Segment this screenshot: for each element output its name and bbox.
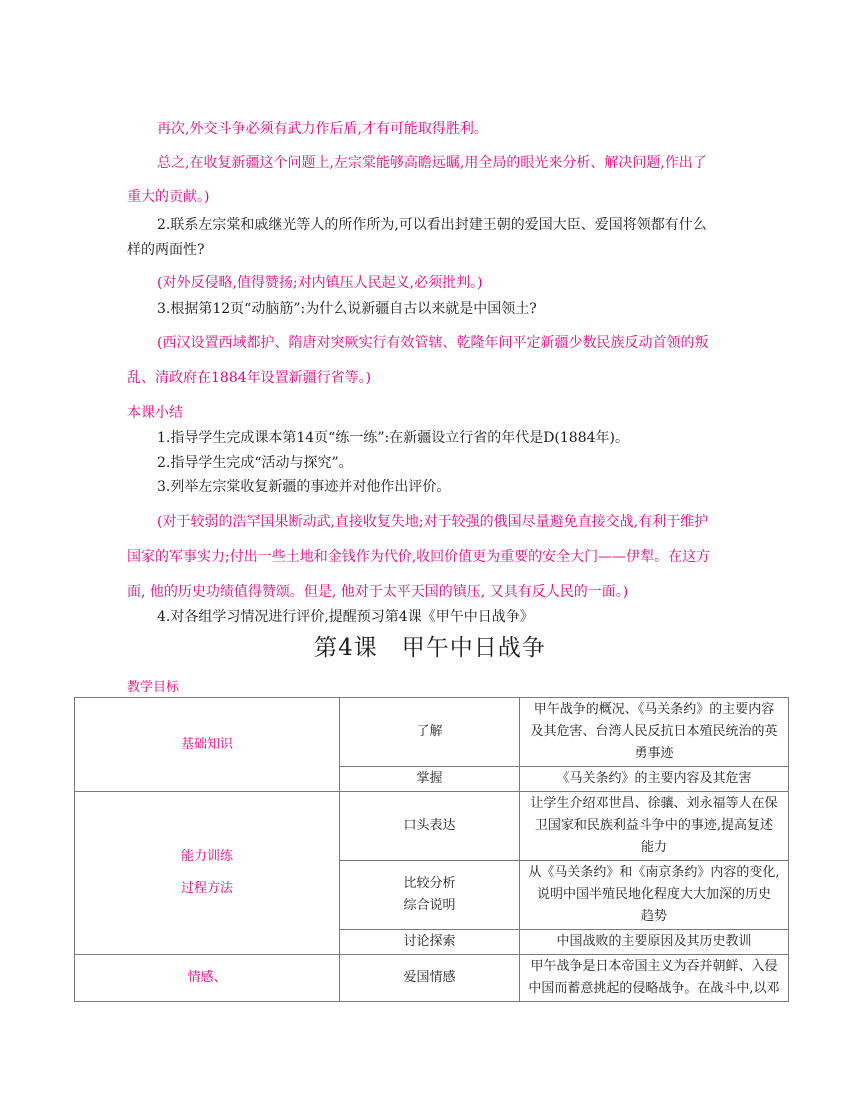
answer-3-cont: 乱、清政府在1884年设置新疆行省等。)	[127, 370, 372, 386]
item-oral-expression: 口头表达	[340, 792, 520, 861]
teaching-goals-table	[74, 697, 789, 1002]
item-compare-analyze: 比较分析 综合说明	[340, 861, 520, 930]
answer-evaluation-cont-2: 面, 他的历史功绩值得赞颂。但是, 他对于太平天国的镇压, 又具有反人民的一面。)	[127, 584, 629, 600]
paragraph-diplomacy-force: 再次,外交斗争必须有武力作后盾,才有可能取得胜利。	[157, 121, 488, 137]
content-oral-expression: 让学生介绍邓世昌、徐骧、刘永福等人在保 卫国家和民族利益斗争中的事迹,提高复述 能力	[520, 792, 789, 861]
question-2: 2.联系左宗棠和戚继光等人的所作所为,可以看出封建王朝的爱国大臣、爱国将领都有什么	[157, 217, 707, 233]
table-heading: 教学目标	[127, 680, 180, 695]
paragraph-summary: 总之,在收复新疆这个问题上,左宗棠能够高瞻远瞩,用全局的眼光来分析、解决问题,作出了	[157, 155, 707, 171]
answer-evaluation: (对于较弱的浩罕国果断动武,直接收复失地;对于较强的俄国尽量避免直接交战,有利于维护	[157, 514, 709, 530]
summary-item-4: 4.对各组学习情况进行评价,提醒预习第4课《甲午中日战争》	[157, 609, 534, 625]
table-row	[75, 698, 789, 767]
table-row	[75, 955, 789, 1002]
content-compare-analyze: 从《马关条约》和《南京条约》内容的变化, 说明中国半殖民地化程度大大加深的历史 趋势	[520, 861, 789, 930]
answer-2: (对外反侵略,值得赞扬;对内镇压人民起义,必须批判。)	[157, 275, 483, 291]
category-emotion: 情感、	[75, 955, 340, 1002]
category-basic-knowledge: 基础知识	[75, 698, 340, 792]
content-master: 《马关条约》的主要内容及其危害	[520, 767, 789, 792]
summary-item-1: 1.指导学生完成课本第14页“练一练”:在新疆设立行省的年代是D(1884年)。	[157, 430, 629, 446]
item-master: 掌握	[340, 767, 520, 792]
content-patriotism: 甲午战争是日本帝国主义为吞并朝鲜、入侵 中国而蓄意挑起的侵略战争。在战斗中,以邓	[520, 955, 789, 1002]
item-understand: 了解	[340, 698, 520, 767]
section-heading-summary: 本课小结	[127, 405, 183, 421]
summary-item-2: 2.指导学生完成“活动与探究”。	[157, 455, 353, 471]
answer-3: (西汉设置西域都护、隋唐对突厥实行有效管辖、乾隆年间平定新疆少数民族反动首领的叛	[157, 335, 709, 351]
question-2-cont: 样的两面性?	[127, 242, 205, 258]
item-patriotism: 爱国情感	[340, 955, 520, 1002]
content-discussion: 中国战败的主要原因及其历史教训	[520, 930, 789, 955]
table-row	[75, 792, 789, 861]
category-ability-process: 能力训练 过程方法	[75, 792, 340, 955]
content-understand: 甲午战争的概况、《马关条约》的主要内容 及其危害、台湾人民反抗日本殖民统治的英 勇事迹	[520, 698, 789, 767]
summary-item-3: 3.列举左宗棠收复新疆的事迹并对他作出评价。	[157, 479, 451, 495]
lesson-title: 第4课 甲午中日战争	[314, 635, 546, 661]
answer-evaluation-cont-1: 国家的军事实力;付出一些土地和金钱作为代价,收回价值更为重要的安全大门——伊犁。在这方	[127, 549, 711, 565]
item-discussion: 讨论探索	[340, 930, 520, 955]
paragraph-summary-cont: 重大的贡献。)	[127, 189, 210, 205]
question-3: 3.根据第12页“动脑筋”:为什么说新疆自古以来就是中国领土?	[157, 301, 537, 317]
